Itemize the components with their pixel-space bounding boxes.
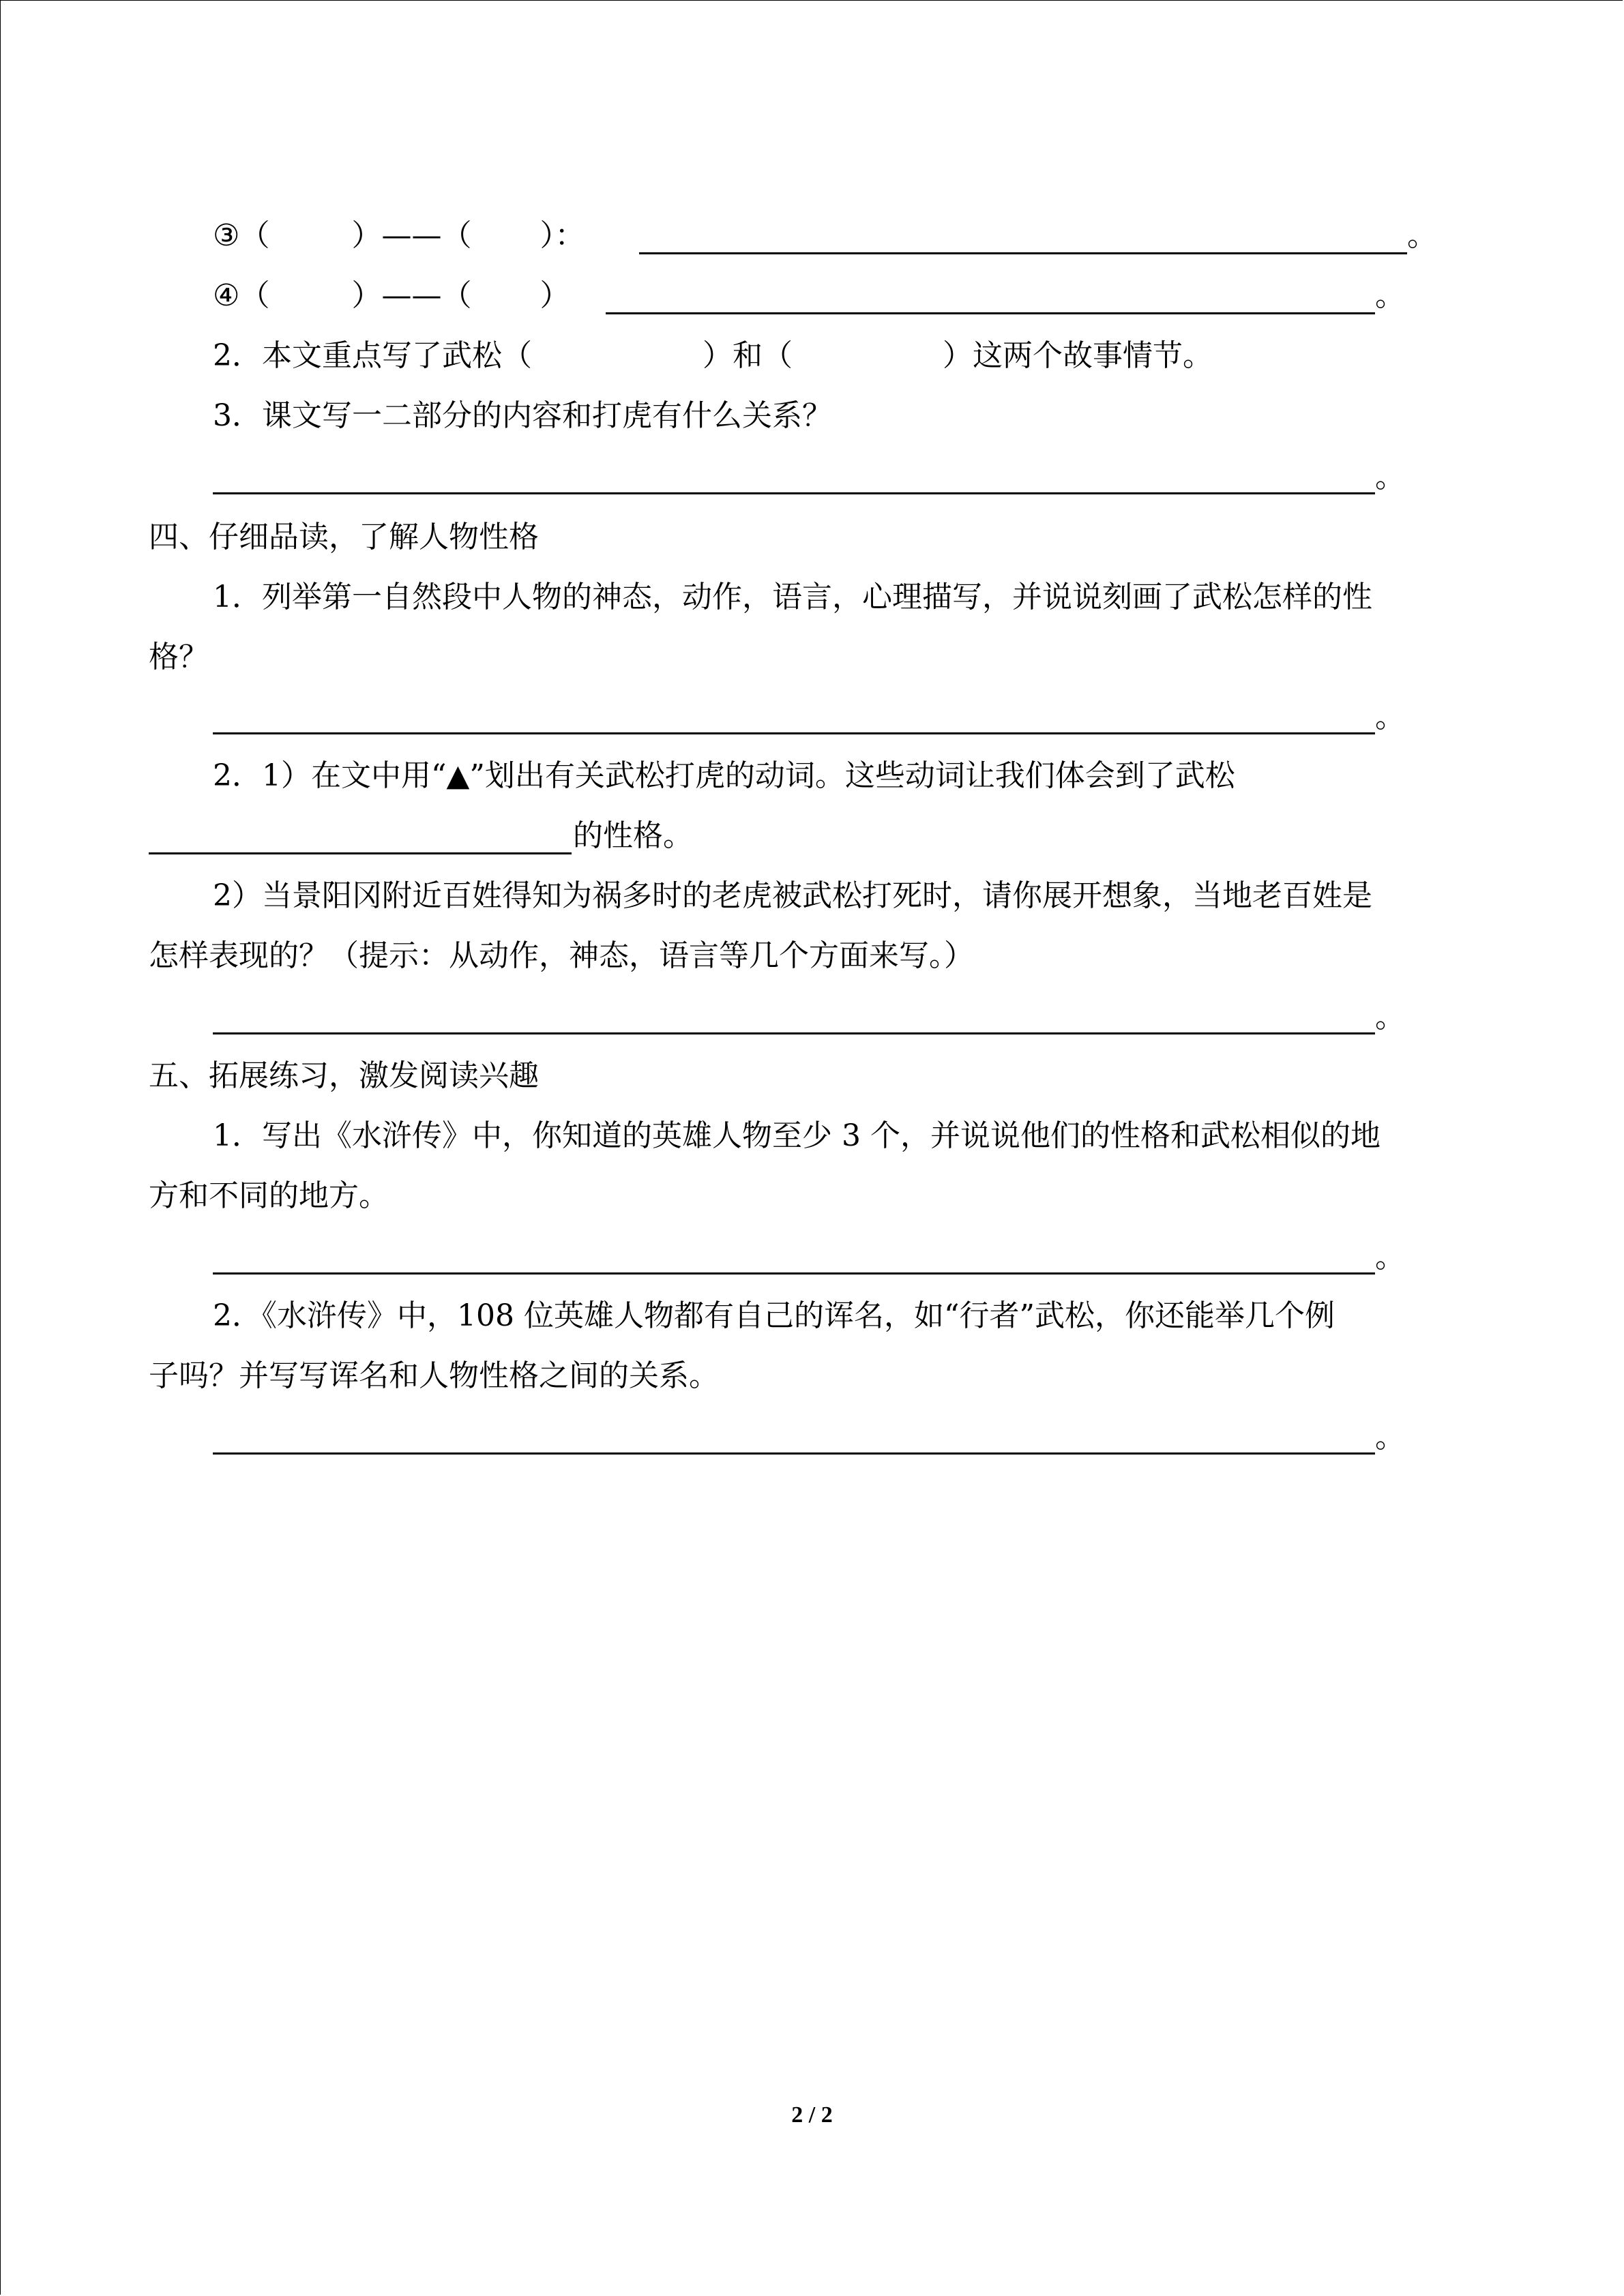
section-4-q1-line1: 1．列举第一自然段中人物的神态，动作，语言，心理描写，并说说刻画了武松怎样的性: [213, 580, 1372, 614]
item-3-answer-line[interactable]: [639, 252, 1407, 254]
question-3-3: 3．课文写一二部分的内容和打虎有什么关系？: [213, 398, 832, 433]
section-5-heading: 五、拓展练习，激发阅读兴趣: [149, 1058, 539, 1093]
section-4-q2b-answer-line[interactable]: [213, 1032, 1375, 1034]
section-4-q2b-line2: 怎样表现的？（提示：从动作，神态，语言等几个方面来写。）: [149, 938, 974, 973]
item-4-row: [213, 277, 570, 315]
section-5-q2-line2: 子吗？并写写诨名和人物性格之间的关系。: [149, 1358, 719, 1393]
item-3-dash: ）——（: [351, 218, 472, 253]
question-3-2-part2: ）和（: [703, 338, 793, 373]
item-3-row: [213, 217, 585, 255]
section-5-q1-period: 。: [1375, 1240, 1405, 1274]
item-4-open: （: [239, 278, 270, 313]
question-3-3-answer-line[interactable]: [213, 492, 1375, 494]
section-5-q1-line2: 方和不同的地方。: [149, 1178, 389, 1213]
section-4-q2-line2: 的性格。: [573, 818, 693, 853]
question-3-2: [213, 337, 1213, 375]
section-5-q2-line1: 2．《水浒传》中，108 位英雄人物都有自己的诨名，如“行者”武松，你还能举几个例: [213, 1298, 1335, 1333]
item-4-dash: ）——（: [351, 278, 472, 313]
section-5-q2-period: 。: [1375, 1420, 1405, 1455]
section-4-q2b-period: 。: [1375, 1000, 1405, 1034]
section-4-q2b-line1: 2）当景阳冈附近百姓得知为祸多时的老虎被武松打死时，请你展开想象，当地老百姓是: [213, 878, 1372, 913]
item-4-close: ）: [540, 278, 570, 313]
section-4-q1-line2: 格？: [149, 640, 209, 674]
item-4-answer-line[interactable]: [606, 312, 1375, 314]
page-number: 2 / 2: [791, 2102, 833, 2128]
section-4-q1-period: 。: [1375, 700, 1405, 734]
section-4-q1-answer-line[interactable]: [213, 732, 1375, 734]
section-4-q2-line1: 2．1）在文中用“▲”划出有关武松打虎的动词。这些动词让我们体会到了武松: [213, 758, 1235, 793]
item-3-open: （: [239, 218, 270, 253]
item-3-number: ③: [213, 218, 240, 253]
question-3-3-period: 。: [1375, 460, 1405, 494]
item-4-period: 。: [1375, 278, 1405, 313]
item-3-close: ）：: [540, 218, 585, 253]
section-5-q1-line1: 1．写出《水浒传》中，你知道的英雄人物至少 3 个，并说说他们的性格和武松相似的地: [213, 1118, 1381, 1153]
section-4-q2-answer-line[interactable]: [149, 852, 572, 854]
question-3-2-part3: ）这两个故事情节。: [943, 338, 1213, 373]
section-5-q2-answer-line[interactable]: [213, 1452, 1375, 1455]
item-4-number: ④: [213, 278, 240, 313]
section-5-q1-answer-line[interactable]: [213, 1272, 1375, 1274]
item-3-period: 。: [1407, 218, 1437, 253]
question-3-2-part1: 2．本文重点写了武松（: [213, 338, 532, 373]
section-4-heading: 四、仔细品读，了解人物性格: [149, 520, 539, 554]
